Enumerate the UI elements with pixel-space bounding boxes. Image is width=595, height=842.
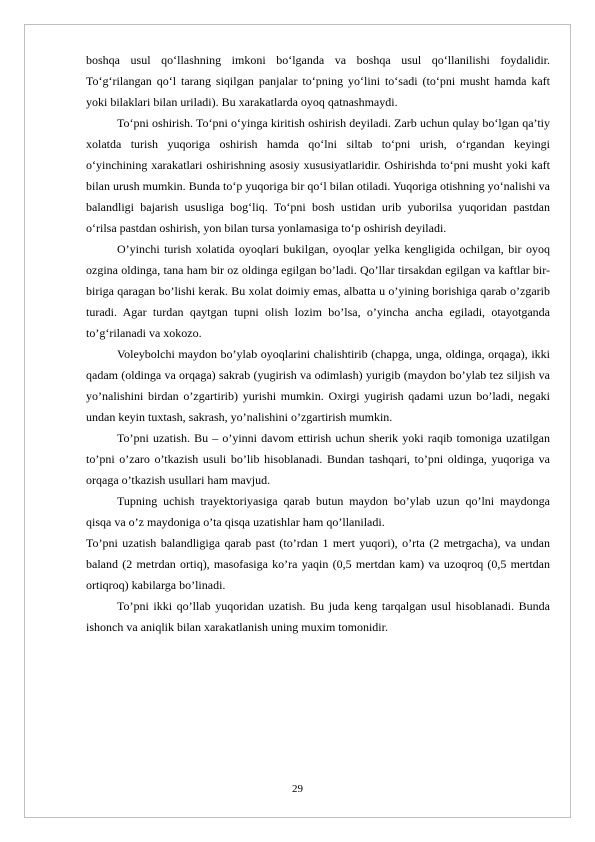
paragraph-2: To‘pni oshirish. To‘pni o‘yinga kiritish oshirish deyiladi. Zarb uchun qulay bo‘lgan qa’tiy xolatda turish yuqoriga oshirish hamda qo‘lni siltab to‘pni urish, o‘rgandan keyingi o‘yinchining xarakatlari oshirishning asosiy xususiyatlaridir. Oshirishda to‘pni musht yoki kaft bilan urush mumkin. Bunda to‘p yuqoriga bir qo‘l bilan otiladi. Yuqoriga otishning yo‘nalishi va balandligi bajarish ususliga bog‘liq. To‘pni bosh ustidan urib yuborilsa yuqoridan pastdan o‘rilsa pastdan oshirish, yon bilan tursa yonlamasiga to‘p oshirish deyiladi. (86, 116, 550, 235)
paragraph-1: boshqa usul qo‘llashning imkoni bo‘lganda va boshqa usul qo‘llanilishi foydalidir. To‘g‘rilangan qo‘l tarang siqilgan panjalar to‘pning yo‘lini to‘sadi (to‘pni musht hamda kaft yoki bilaklari bilan uriladi). Bu xarakatlarda oyoq qatnashmaydi. (86, 53, 550, 109)
paragraph-5: To’pni uzatish. Bu – o’yinni davom ettirish uchun sherik yoki raqib tomoniga uzatilgan to’pni o’zaro o’tkazish usuli bo’lib hisoblanadi. Bundan tashqari, to’pni oldinga, yuqoriga va orqaga o’tkazish usullari ham mavjud. (86, 431, 550, 487)
paragraph-3: O’yinchi turish xolatida oyoqlari bukilgan, oyoqlar yelka kengligida ochilgan, bir oyoq ozgina oldinga, tana ham bir oz oldinga egilgan bo’ladi. Qo’llar tirsakdan egilgan va kaftlar bir-biriga qaragan bo’lishi kerak. Bu xolat doimiy emas, albatta u o’yining borishiga qarab o’zgarib turadi. Agar turdan qaytgan tupni olish lozim bo’lsa, o’yincha ancha egiladi, otayotganda to’g‘rilanadi va xokozo. (86, 242, 550, 340)
page-number: 29 (292, 783, 303, 795)
document-body (86, 50, 550, 638)
paragraph-6: Tupning uchish trayektoriyasiga qarab butun maydon bo’ylab uzun qo’lni maydonga qisqa va o’z maydoniga o’ta qisqa uzatishlar ham qo’llaniladi. (86, 494, 550, 529)
paragraph-8: To’pni ikki qo’llab yuqoridan uzatish. Bu juda keng tarqalgan usul hisoblanadi. Bunda ishonch va aniqlik bilan xarakatlanish uning muxim tomonidir. (86, 599, 550, 634)
paragraph-7: To’pni uzatish balandligiga qarab past (to’rdan 1 mert yuqori), o’rta (2 metrgacha), va undan baland (2 metrdan ortiq), masofasiga ko’ra yaqin (0,5 mertdan kam) va uzoqroq (0,5 mertdan ortiqroq) kabilarga bo’linadi. (86, 536, 550, 592)
paragraph-4: Voleybolchi maydon bo’ylab oyoqlarini chalishtirib (chapga, unga, oldinga, orqaga), ikki qadam (oldinga va orqaga) sakrab (yugirish va odimlash) yurigib (maydon bo’ylab tez siljish va yo’nalishini birdan o’zgartirib) yurishi mumkin. Oxirgi yugirish qadami uzun bo’ladi, negaki undan keyin tuxtash, sakrash, yo’nalishini o’zgartirish mumkin. (86, 347, 550, 424)
